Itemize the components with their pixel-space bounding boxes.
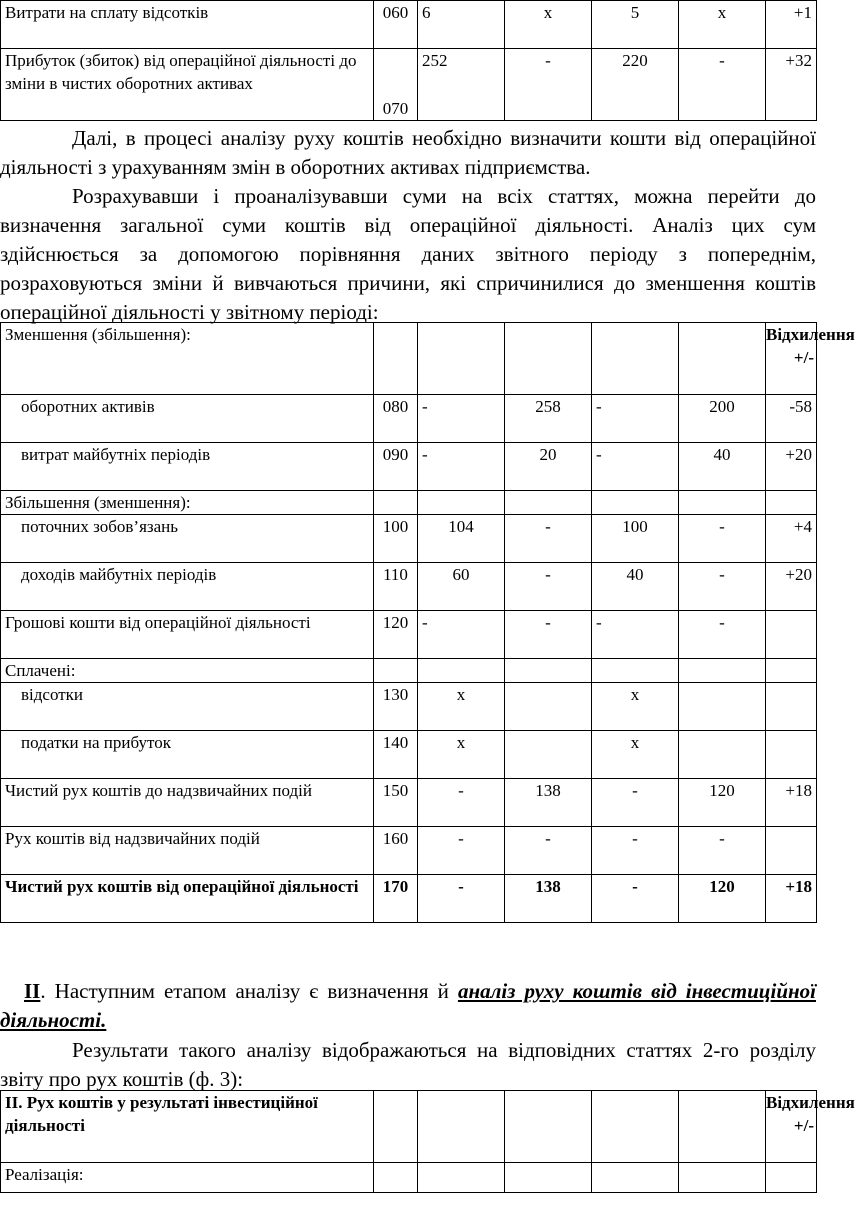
table-row xyxy=(1,731,817,779)
row-label: Чистий рух коштів до надзвичайних подій xyxy=(1,779,374,827)
row-label: відсотки xyxy=(1,683,374,731)
cell: х xyxy=(505,1,592,49)
row-code: 090 xyxy=(374,443,418,491)
row-code: 140 xyxy=(374,731,418,779)
cell: 60 xyxy=(418,563,505,611)
cell xyxy=(418,659,505,683)
cell: - xyxy=(418,611,505,659)
deviation-cell: +4 xyxy=(766,515,817,563)
cell: - xyxy=(679,563,766,611)
table-row xyxy=(1,563,817,611)
cell: - xyxy=(679,49,766,121)
cell: 138 xyxy=(505,779,592,827)
cell: - xyxy=(505,49,592,121)
table-row xyxy=(1,395,817,443)
investment-activities-table xyxy=(0,1090,855,1193)
cell: - xyxy=(592,827,679,875)
cell: - xyxy=(505,563,592,611)
cell xyxy=(505,683,592,731)
row-label: Сплачені: xyxy=(1,659,374,683)
deviation-cell: +18 xyxy=(766,875,817,923)
cell xyxy=(505,731,592,779)
cell: х xyxy=(418,683,505,731)
table-header-row xyxy=(1,323,817,395)
row-code: 160 xyxy=(374,827,418,875)
cell: - xyxy=(679,515,766,563)
header-label: ІІ. Рух коштів у результаті інвестиційної діяльності xyxy=(1,1091,374,1163)
deviation-cell xyxy=(766,491,817,515)
cell: 40 xyxy=(592,563,679,611)
cell: 138 xyxy=(505,875,592,923)
cell: - xyxy=(679,611,766,659)
paragraph: II. Наступним етапом аналізу є визначення й аналіз руху коштів від інвестиційної діяльності. xyxy=(0,979,816,1032)
top-table xyxy=(0,0,817,121)
cell: - xyxy=(505,827,592,875)
cell: - xyxy=(592,779,679,827)
row-code: 170 xyxy=(374,875,418,923)
deviation-cell xyxy=(766,611,817,659)
cell: 200 xyxy=(679,395,766,443)
row-code: 120 xyxy=(374,611,418,659)
row-code xyxy=(374,659,418,683)
deviation-header: Відхилення +/- xyxy=(766,1091,817,1163)
cell: 104 xyxy=(418,515,505,563)
cell: 20 xyxy=(505,443,592,491)
cell: - xyxy=(592,875,679,923)
cell: х xyxy=(592,731,679,779)
cell: х xyxy=(592,683,679,731)
row-label: витрат майбутніх періодів xyxy=(1,443,374,491)
row-code: 110 xyxy=(374,563,418,611)
paragraph: Результати такого аналізу відображаються на відповідних статтях 2-го розділу звіту про рух коштів (ф. 3): xyxy=(0,1038,816,1091)
row-label: Рух коштів від надзвичайних подій xyxy=(1,827,374,875)
table-row xyxy=(1,443,817,491)
table-row xyxy=(1,875,817,923)
cell: - xyxy=(505,611,592,659)
row-label: доходів майбутніх періодів xyxy=(1,563,374,611)
cell: - xyxy=(592,443,679,491)
table-row xyxy=(1,683,817,731)
row-label: оборотних активів xyxy=(1,395,374,443)
cell: - xyxy=(418,779,505,827)
section-number: II xyxy=(24,979,41,1003)
deviation-cell: -58 xyxy=(766,395,817,443)
table-row xyxy=(1,491,817,515)
cell: 40 xyxy=(679,443,766,491)
row-label: Грошові кошти від операційної діяльності xyxy=(1,611,374,659)
cell xyxy=(505,659,592,683)
paragraph: Розрахувавши і проаналізувавши суми на всіх статтях, можна перейти до визначення загальної суми коштів від операційної діяльності. Аналіз цих сум здійснюється за допомогою порівняння даних звітного періоду з попереднім, розраховуються зміни й вивчаються причини, які спричинилися до зменшення коштів операційної діяльності у звітному періоді: xyxy=(0,184,816,324)
deviation-cell: +1 xyxy=(766,1,817,49)
deviation-cell xyxy=(766,731,817,779)
cell: 100 xyxy=(592,515,679,563)
cell xyxy=(592,659,679,683)
cell xyxy=(679,491,766,515)
row-label: поточних зобов’язань xyxy=(1,515,374,563)
cell: - xyxy=(418,827,505,875)
row-code: 100 xyxy=(374,515,418,563)
operating-activities-table xyxy=(0,322,855,923)
paragraph: Далі, в процесі аналізу руху коштів необхідно визначити кошти від операційної діяльності з урахуванням змін в оборотних активах підприємства. xyxy=(0,126,816,179)
row-label: Прибуток (збиток) від операційної діяльності до зміни в чистих оборотних активах xyxy=(1,49,374,121)
row-code: 070 xyxy=(374,49,418,121)
cell: - xyxy=(592,395,679,443)
deviation-cell xyxy=(766,683,817,731)
cell xyxy=(592,491,679,515)
deviation-cell: +20 xyxy=(766,563,817,611)
table-row xyxy=(1,515,817,563)
row-code: 060 xyxy=(374,1,418,49)
row-code: 080 xyxy=(374,395,418,443)
cell: - xyxy=(505,515,592,563)
cell: 220 xyxy=(592,49,679,121)
table-row xyxy=(1,1,817,49)
cell: - xyxy=(418,875,505,923)
row-label: Витрати на сплату відсотків xyxy=(1,1,374,49)
cell xyxy=(679,659,766,683)
cell: 252 xyxy=(418,49,505,121)
row-label: Збільшення (зменшення): xyxy=(1,491,374,515)
header-label: Зменшення (збільшення): xyxy=(1,323,374,395)
cell: х xyxy=(679,1,766,49)
row-label: податки на прибуток xyxy=(1,731,374,779)
table-row xyxy=(1,779,817,827)
row-label: Реалізація: xyxy=(1,1163,374,1193)
section-heading-link: аналіз руху коштів від інвестиційної діяльності. xyxy=(0,979,816,1032)
deviation-cell xyxy=(766,827,817,875)
cell: 5 xyxy=(592,1,679,49)
table-header-row xyxy=(1,1091,817,1163)
cell: х xyxy=(418,731,505,779)
cell xyxy=(418,491,505,515)
row-code xyxy=(374,491,418,515)
table-row xyxy=(1,49,817,121)
row-label: Чистий рух коштів від операційної діяльності xyxy=(1,875,374,923)
deviation-cell xyxy=(766,659,817,683)
table-row xyxy=(1,611,817,659)
cell: 258 xyxy=(505,395,592,443)
cell xyxy=(679,683,766,731)
cell: 6 xyxy=(418,1,505,49)
deviation-cell: +20 xyxy=(766,443,817,491)
cell: - xyxy=(418,443,505,491)
row-code: 130 xyxy=(374,683,418,731)
cell xyxy=(505,491,592,515)
table-row xyxy=(1,827,817,875)
table-row xyxy=(1,659,817,683)
cell xyxy=(679,731,766,779)
cell: - xyxy=(418,395,505,443)
deviation-header: Відхилення +/- xyxy=(766,323,817,395)
table-row xyxy=(1,1163,817,1193)
cell: 120 xyxy=(679,779,766,827)
deviation-cell: +32 xyxy=(766,49,817,121)
deviation-cell: +18 xyxy=(766,779,817,827)
cell: - xyxy=(679,827,766,875)
cell: 120 xyxy=(679,875,766,923)
cell: - xyxy=(592,611,679,659)
row-code: 150 xyxy=(374,779,418,827)
